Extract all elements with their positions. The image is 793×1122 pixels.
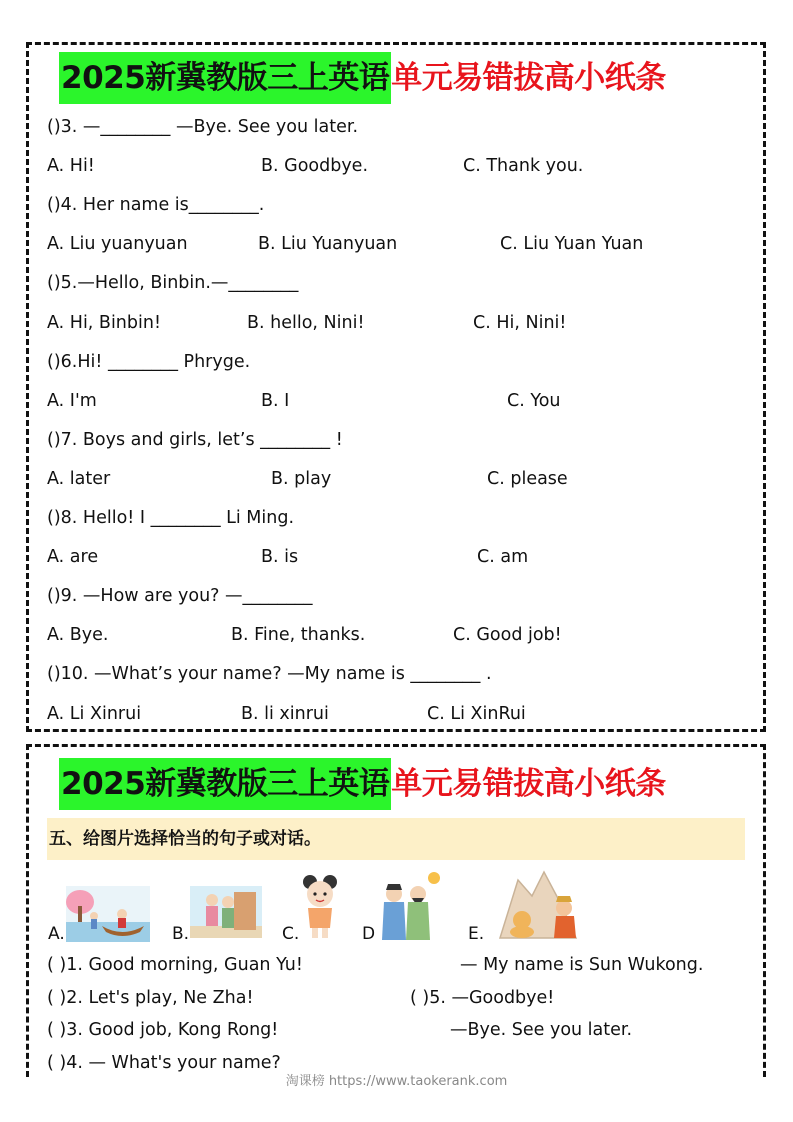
matching-item[interactable]: ( )2. Let's play, Ne Zha! [47,988,254,1008]
option-a[interactable]: A. Hi, Binbin! [47,312,161,333]
option-b[interactable]: B. I [261,390,290,411]
title-green-part: 2025新冀教版三上英语 [59,52,391,104]
option-a[interactable]: A. are [47,547,99,568]
picture-d-two-scholars [372,870,446,942]
option-a[interactable]: A. Bye. [47,625,109,646]
option-row [47,153,737,179]
question-stem [47,505,294,531]
option-c[interactable]: C. Thank you. [463,156,584,177]
matching-item[interactable]: ( )1. Good morning, Guan Yu! [47,955,303,975]
question-stem [47,270,298,296]
title-red-part: 单元易错拔高小纸条 [391,60,666,96]
question-text: )10. —What’s your name? —My name is ________ . [53,664,492,685]
option-b[interactable]: B. Fine, thanks. [231,625,366,646]
matching-item-response[interactable]: ( )5. —Goodbye! [410,988,555,1008]
answer-paren[interactable]: ( [47,586,54,607]
option-b[interactable]: B. Liu Yuanyuan [258,234,398,255]
question-stem [47,583,313,609]
title-green-part: 2025新冀教版三上英语 [59,758,391,810]
matching-item-response[interactable]: —Bye. See you later. [450,1020,633,1040]
option-row [47,310,737,336]
option-b[interactable]: B. li xinrui [241,703,329,724]
question-stem [47,114,358,140]
option-b[interactable]: B. is [261,547,299,568]
option-c[interactable]: C. please [487,468,568,489]
picture-label-e: E. [468,924,485,944]
answer-paren[interactable]: ( [47,429,54,450]
question-text: )6.Hi! ________ Phryge. [53,351,251,372]
question-text: )5.—Hello, Binbin.—________ [53,273,299,294]
option-b[interactable]: B. hello, Nini! [247,312,365,333]
option-row [47,622,737,648]
footer-watermark: 淘课榜 https://www.taokerank.com [285,1074,508,1089]
question-stem [47,427,343,453]
question-text: )7. Boys and girls, let’s ________ ! [53,429,343,450]
option-row [47,701,737,727]
picture-label-c: C. [282,924,300,944]
matching-item-response[interactable]: — My name is Sun Wukong. [460,955,704,975]
page-title-1 [59,52,666,104]
picture-label-b: B. [172,924,190,944]
answer-paren[interactable]: ( [47,117,54,137]
option-row [47,231,737,257]
option-row [47,466,737,492]
answer-paren[interactable]: ( [47,195,54,216]
option-a[interactable]: A. Hi! [47,156,95,177]
option-a[interactable]: A. later [47,468,111,489]
option-b[interactable]: B. Goodbye. [261,156,369,177]
picture-b-two-people [190,886,262,938]
option-a[interactable]: A. I'm [47,390,97,411]
answer-paren[interactable]: ( [47,508,54,528]
question-stem [47,349,250,375]
option-row [47,388,737,414]
question-text: )3. —________ —Bye. See you later. [53,117,359,137]
answer-paren[interactable]: ( [47,273,54,294]
option-a[interactable]: A. Li Xinrui [47,703,142,724]
question-stem [47,192,264,218]
option-c[interactable]: C. You [507,390,561,411]
answer-paren[interactable]: ( [47,351,54,372]
option-c[interactable]: C. am [477,547,529,568]
picture-label-d: D [362,924,376,944]
picture-e-monkey-king [490,866,590,942]
title-red-part: 单元易错拔高小纸条 [391,766,666,802]
question-text: )8. Hello! I ________ Li Ming. [53,508,295,528]
page-title-2 [59,758,666,810]
picture-label-a: A. [48,924,65,944]
matching-item[interactable]: ( )4. — What's your name? [47,1053,281,1073]
question-text: )9. —How are you? —________ [53,586,313,607]
section-heading: 五、给图片选择恰当的句子或对话。 [47,818,745,860]
option-row [47,544,737,570]
option-c[interactable]: C. Liu Yuan Yuan [500,234,644,255]
option-c[interactable]: C. Li XinRui [427,703,526,724]
option-a[interactable]: A. Liu yuanyuan [47,234,188,255]
picture-a-boat-scene [66,886,150,942]
answer-paren[interactable]: ( [47,664,54,685]
option-b[interactable]: B. play [271,468,332,489]
option-c[interactable]: C. Hi, Nini! [473,312,567,333]
option-c[interactable]: C. Good job! [453,625,562,646]
matching-item[interactable]: ( )3. Good job, Kong Rong! [47,1020,279,1040]
picture-c-child-character [300,872,340,940]
question-stem [47,661,492,687]
question-text: )4. Her name is________. [53,195,265,216]
